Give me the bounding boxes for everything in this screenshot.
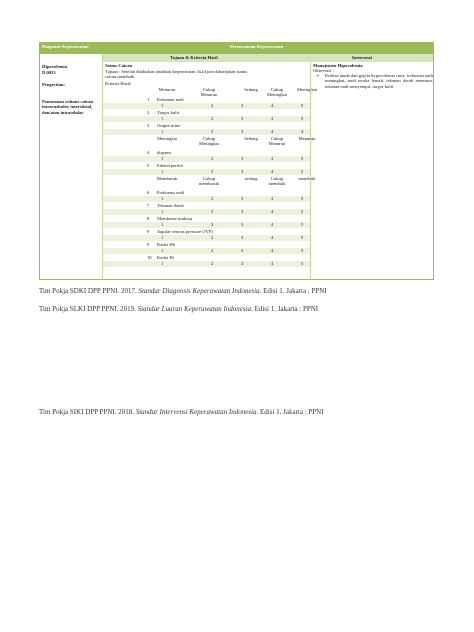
criteria-score: 4 xyxy=(271,103,274,108)
criteria-number: 5 xyxy=(147,163,150,168)
criteria-score: 2 xyxy=(211,169,214,174)
score-row xyxy=(103,116,310,122)
outcome-column xyxy=(103,62,317,279)
scale-label: Cukup Meningkat xyxy=(267,87,287,98)
score-row xyxy=(103,222,310,228)
reference-siki xyxy=(39,408,324,416)
reference-slki-author: Tim Pokja SLKI DPP PPNI. 2019. xyxy=(39,305,136,313)
scale-label: Cukup Menurun xyxy=(268,136,286,147)
scale-label: Meningkat xyxy=(157,136,177,141)
criteria-score: 2 xyxy=(211,196,214,201)
criteria-label: Output urine xyxy=(157,123,181,128)
criteria-score: 2 xyxy=(211,116,214,121)
definition-text: Penurunan volume cairan intravaskuler, interstisial, dan/atau intraselular xyxy=(42,99,94,115)
criteria-number: 8 xyxy=(147,216,150,221)
score-row xyxy=(103,235,310,241)
criteria-score: 4 xyxy=(271,222,274,227)
criteria-label: Kekuatan nadi xyxy=(157,97,184,102)
criteria-score: 5 xyxy=(301,156,304,161)
criteria-score: 5 xyxy=(301,248,304,253)
care-plan-table xyxy=(39,42,434,280)
diagnosis-column xyxy=(40,54,103,279)
criteria-score: 1 xyxy=(161,209,164,214)
criteria-score: 3 xyxy=(241,248,244,253)
criteria-score: 3 xyxy=(241,209,244,214)
scale-label: Menurun xyxy=(158,87,176,92)
criteria-number: 9 xyxy=(147,242,150,247)
diagnosis-code: D.0023 xyxy=(42,70,56,75)
table-header xyxy=(40,43,433,54)
criteria-score: 3 xyxy=(241,261,244,266)
bullet-icon: ▪ xyxy=(317,73,319,78)
criteria-score: 3 xyxy=(241,129,244,134)
criteria-score: 5 xyxy=(301,261,304,266)
criteria-number: 1 xyxy=(147,97,150,102)
criteria-score: 2 xyxy=(211,235,214,240)
criteria-number: 7 xyxy=(147,203,150,208)
criteria-label: Kadar Hb xyxy=(157,242,175,247)
criteria-score: 3 xyxy=(241,222,244,227)
score-row xyxy=(103,156,310,162)
criteria-score: 3 xyxy=(241,196,244,201)
criteria-score: 3 xyxy=(241,116,244,121)
criteria-number: 6 xyxy=(147,190,150,195)
criteria-score: 1 xyxy=(161,116,164,121)
score-row xyxy=(103,248,310,254)
criteria-number: 9 xyxy=(147,229,150,234)
reference-slki-publisher: . Edisi 1. Jakarta : PPNI xyxy=(251,305,319,313)
outcome-title: Status Cairan xyxy=(105,63,133,68)
criteria-score: 5 xyxy=(301,235,304,240)
score-row xyxy=(103,261,310,267)
criteria-score: 4 xyxy=(271,196,274,201)
scale-label: Sedang xyxy=(244,136,258,141)
criteria-score: 4 xyxy=(271,169,274,174)
criteria-label: Jugular venous pressure (JVP) xyxy=(157,229,214,234)
criteria-number: 3 xyxy=(147,123,150,128)
criteria-score: 5 xyxy=(301,103,304,108)
criteria-score: 1 xyxy=(161,261,164,266)
criteria-label: Tekanan darah xyxy=(157,203,184,208)
scale-label: Cukup membaik xyxy=(268,176,286,187)
scale-label: membaik xyxy=(298,176,316,181)
score-row xyxy=(103,209,310,215)
criteria-score: 3 xyxy=(241,235,244,240)
criteria-number: 2 xyxy=(147,110,150,115)
observasi-label: Observasi : xyxy=(313,68,334,73)
criteria-score: 4 xyxy=(271,261,274,266)
scale-label: Cukup memburuk xyxy=(199,176,219,187)
criteria-score: 2 xyxy=(211,209,214,214)
criteria-number: 4 xyxy=(147,150,150,155)
criteria-score: 4 xyxy=(271,235,274,240)
header-outcome: Tujuan & Kriteria Hasil xyxy=(170,55,218,60)
criteria-score: 4 xyxy=(271,116,274,121)
reference-siki-publisher: . Edisi 1. Jakarta : PPNI xyxy=(256,408,324,416)
reference-slki-title: Standar Luaran Keperawatan Indonesia xyxy=(137,305,252,313)
criteria-score: 1 xyxy=(161,248,164,253)
diagnosis-title: Hipovolemia xyxy=(42,64,68,69)
criteria-score: 5 xyxy=(301,209,304,214)
scale-label: sedang xyxy=(244,176,258,181)
reference-slki xyxy=(39,305,318,313)
criteria-score: 1 xyxy=(161,222,164,227)
criteria-label: Kadar Ht xyxy=(157,255,174,260)
criteria-score: 2 xyxy=(211,261,214,266)
criteria-score: 2 xyxy=(211,222,214,227)
criteria-score: 1 xyxy=(161,169,164,174)
criteria-score: 2 xyxy=(211,103,214,108)
reference-sdki xyxy=(39,287,327,295)
criteria-score: 3 xyxy=(241,156,244,161)
score-row xyxy=(103,129,310,135)
criteria-label: dispnea xyxy=(157,150,172,155)
reference-siki-title: Standar Intervensi Keperawatan Indonesia xyxy=(135,408,257,416)
scale-label: Meningkat xyxy=(297,87,317,92)
criteria-score: 1 xyxy=(161,156,164,161)
intervention-title: Manajemen Hipovolemia xyxy=(313,63,363,68)
scale-label: Memburuk xyxy=(156,176,178,181)
reference-sdki-author: Tim Pokja SDKI DPP PPNI. 2017. xyxy=(39,287,137,295)
scale-label: Sedang xyxy=(244,87,258,92)
criteria-score: 5 xyxy=(301,196,304,201)
criteria-label: Frekuensi nadi xyxy=(157,190,185,195)
criteria-score: 2 xyxy=(211,248,214,253)
criteria-score: 4 xyxy=(271,209,274,214)
criteria-number: 10 xyxy=(147,255,152,260)
definition-label: Pengertian: xyxy=(42,82,65,87)
criteria-score: 3 xyxy=(241,103,244,108)
outcome-goal: Tujuan : Setelah dilakukan tindakan keperawatan 3x24 jam diharapkan status cairan membaik xyxy=(105,69,248,80)
criteria-score: 5 xyxy=(301,169,304,174)
criteria-score: 4 xyxy=(301,129,304,134)
criteria-score: 1 xyxy=(161,235,164,240)
intervention-column xyxy=(310,62,433,279)
reference-siki-author: Tim Pokja SIKI DPP PPNI. 2018. xyxy=(39,408,134,416)
criteria-score: 5 xyxy=(301,222,304,227)
criteria-label: Edema perifer xyxy=(157,163,184,168)
criteria-label: Kriteria Hasil: xyxy=(105,81,132,86)
criteria-score: 2 xyxy=(211,129,214,134)
intervention-bullet: Periksa tanda dan gejala hypovolemia (mis. frekuensi nadi meningkat, nadi teraba lemah, tekanan darah menurun, tekanan nadi menyempit, turgor kulit xyxy=(325,73,433,89)
criteria-label: Membrane mukosa xyxy=(157,216,193,221)
scale-label: Cukup Meningkat xyxy=(199,136,219,147)
reference-sdki-publisher: . Edisi 1. Jakarta : PPNI xyxy=(259,287,327,295)
reference-sdki-title: Standar Diagnosis Keperawatan Indonesia xyxy=(138,287,260,295)
header-planning: Perencanaan Keperawatan xyxy=(230,44,284,49)
score-row xyxy=(103,169,310,175)
header-intervention: Intervensi xyxy=(352,55,372,60)
scale-label: Menurun xyxy=(298,136,316,141)
scale-label: Cukup Menurun xyxy=(200,87,218,98)
score-row xyxy=(103,103,310,109)
criteria-score: 4 xyxy=(271,129,274,134)
criteria-score: 2 xyxy=(211,156,214,161)
header-diagnosis: Diagnosis Keperawatan xyxy=(42,44,89,49)
criteria-score: 1 xyxy=(161,103,164,108)
criteria-score: 4 xyxy=(271,248,274,253)
score-row xyxy=(103,196,310,202)
criteria-score: 5 xyxy=(301,116,304,121)
criteria-score: 4 xyxy=(271,156,274,161)
table-subheader xyxy=(102,54,433,62)
criteria-score: 1 xyxy=(161,129,164,134)
criteria-score: 1 xyxy=(161,196,164,201)
criteria-score: 3 xyxy=(241,169,244,174)
criteria-label: Turgor kulit xyxy=(157,110,180,115)
